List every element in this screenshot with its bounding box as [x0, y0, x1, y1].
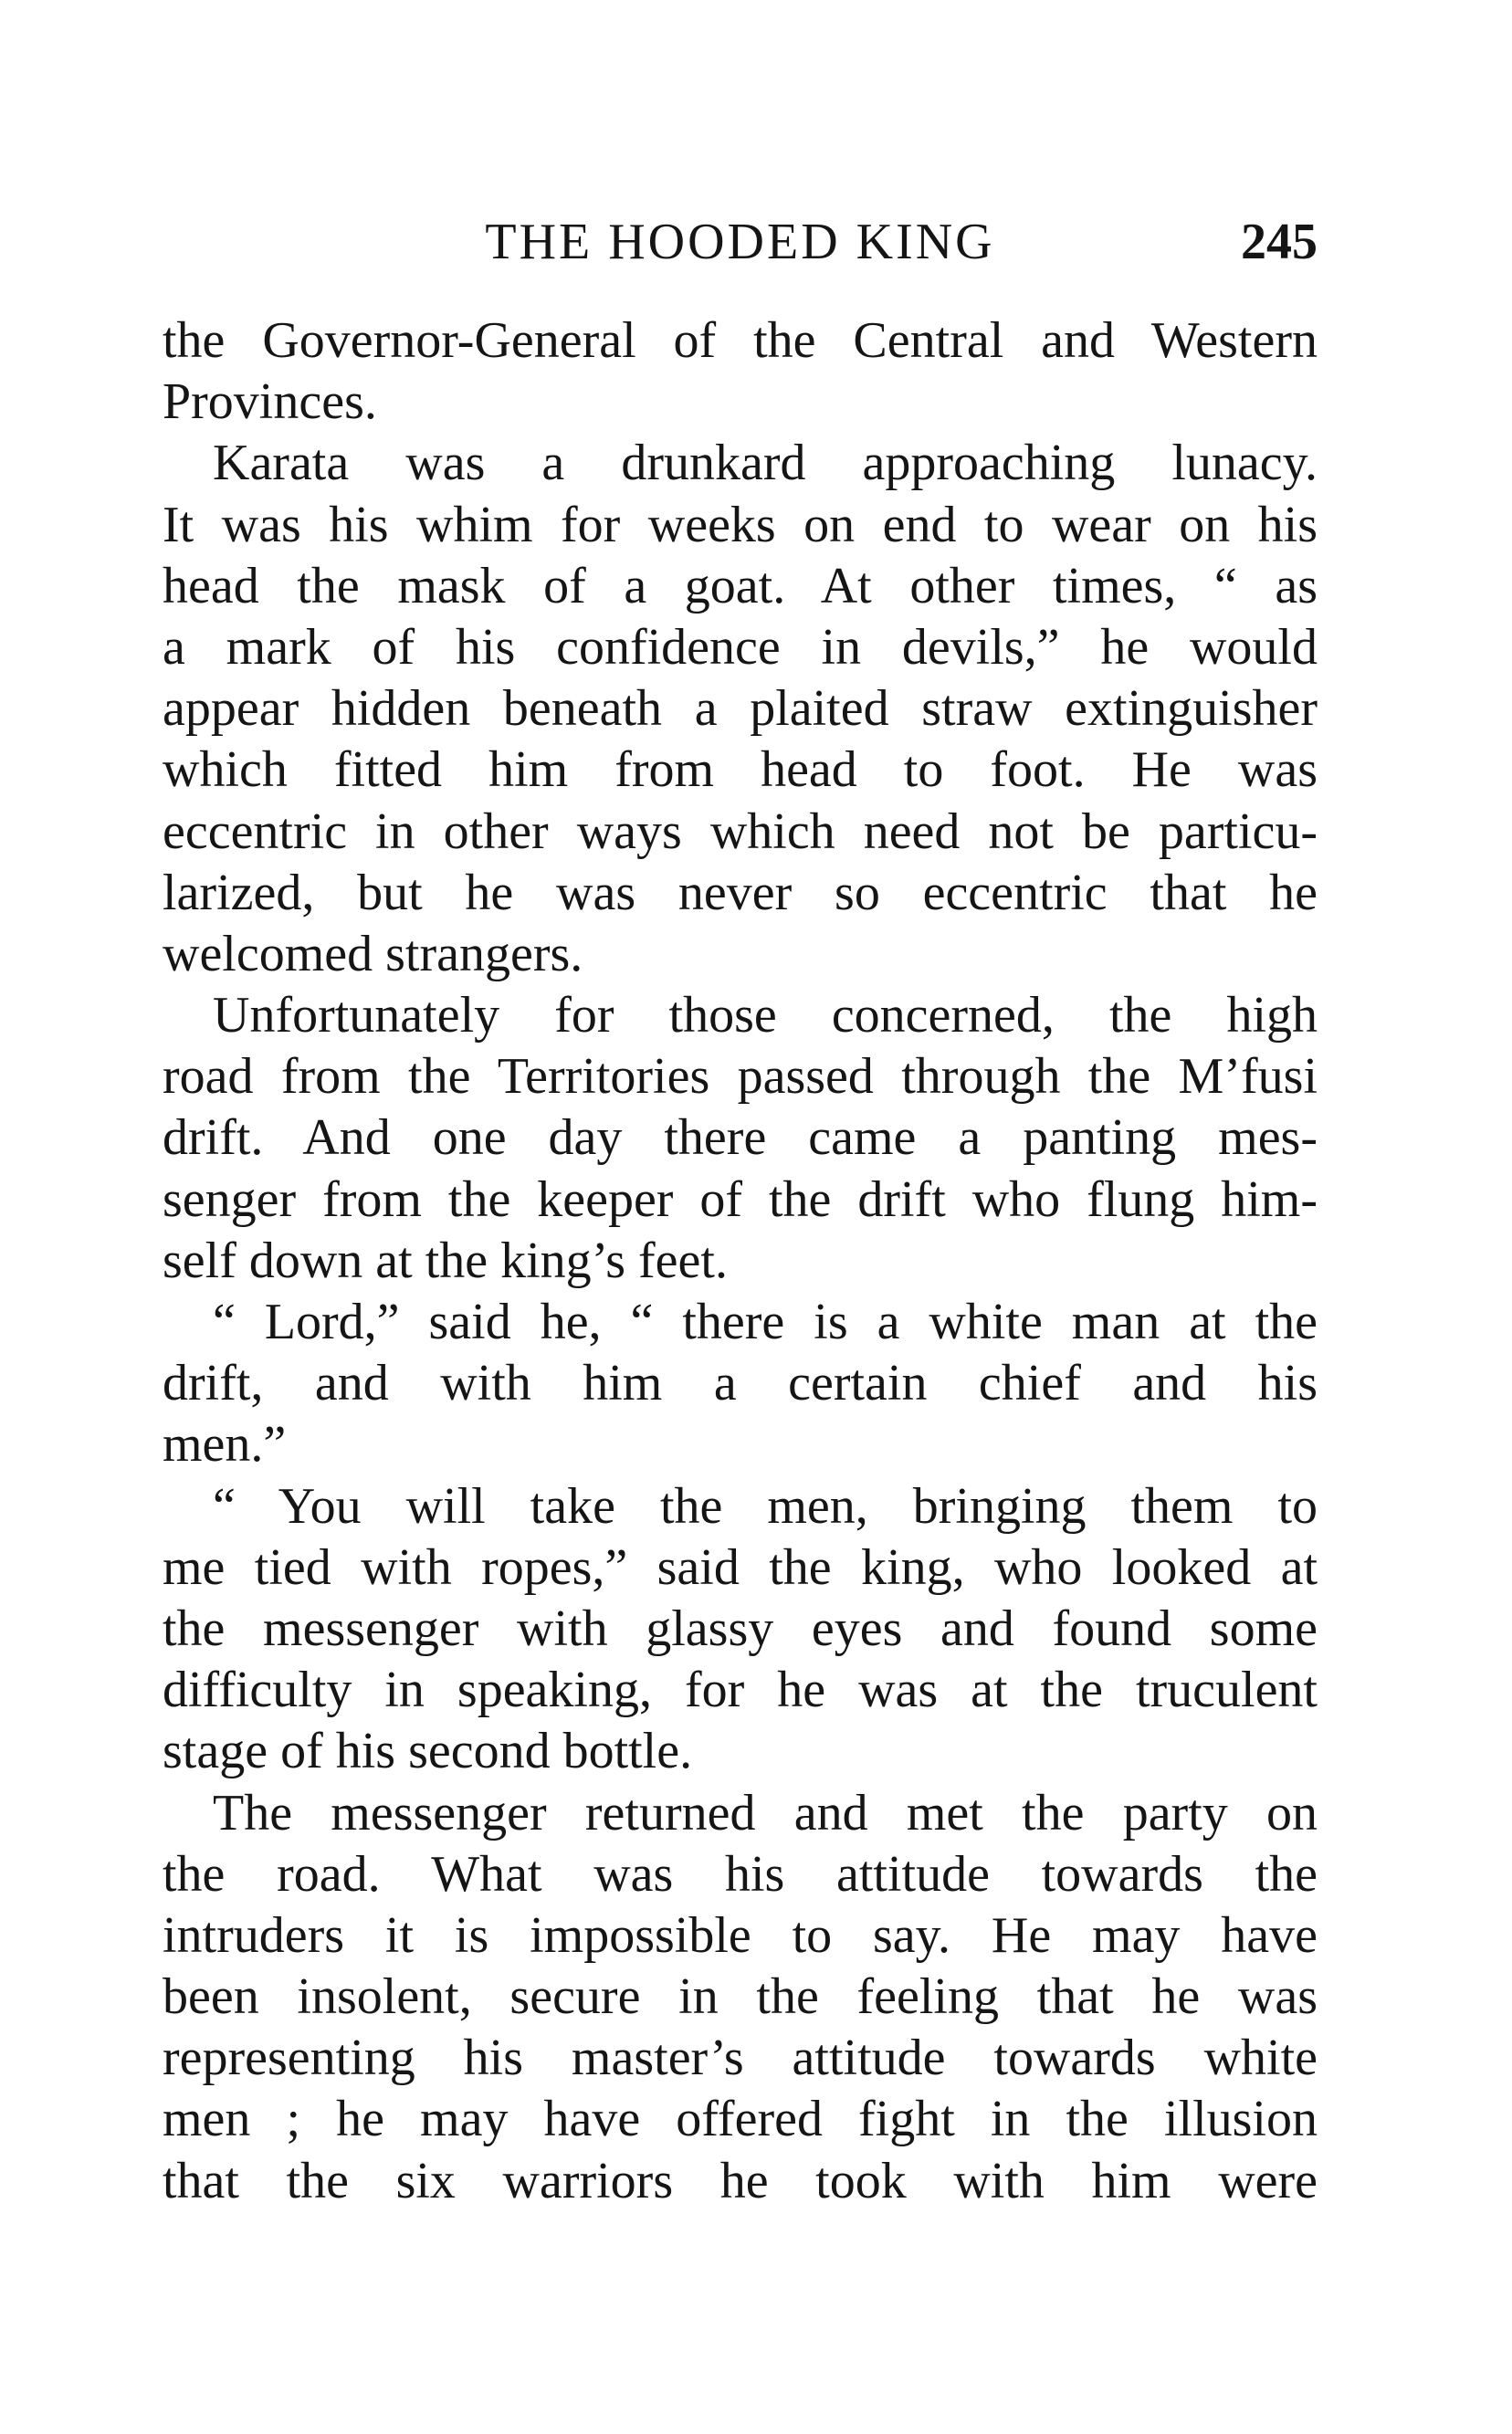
- text-line: head the mask of a goat. At other times, “ as: [163, 557, 1318, 614]
- text-line: representing his master’s attitude towards white: [163, 2030, 1318, 2087]
- text-line: men.”: [163, 1416, 287, 1474]
- text-line: that the six warriors he took with him were: [163, 2152, 1318, 2209]
- text-line: difficulty in speaking, for he was at the truculent: [163, 1662, 1318, 1719]
- text-line: It was his whim for weeks on end to wear on his: [163, 496, 1318, 553]
- text-line: “ You will take the men, bringing them to: [213, 1477, 1318, 1535]
- text-line: me tied with ropes,” said the king, who looked at: [163, 1538, 1318, 1596]
- page-number: 245: [1241, 214, 1318, 270]
- text-line: appear hidden beneath a plaited straw extinguisher: [163, 680, 1318, 738]
- text-line: larized, but he was never so eccentric that he: [163, 864, 1318, 921]
- text-line: been insolent, secure in the feeling that he was: [163, 1968, 1318, 2026]
- text-line: intruders it is impossible to say. He may have: [163, 1906, 1318, 1964]
- text-line: the road. What was his attitude towards the: [163, 1845, 1318, 1903]
- text-line: road from the Territories passed through the M’fusi: [163, 1048, 1318, 1106]
- text-line: “ Lord,” said he, “ there is a white man at the: [213, 1294, 1318, 1350]
- running-title: THE HOODED KING: [485, 214, 995, 270]
- text-line: stage of his second bottle.: [163, 1723, 693, 1780]
- text-line: men ; he may have offered fight in the illusion: [163, 2091, 1318, 2148]
- text-line: welcomed strangers.: [163, 925, 583, 982]
- text-line: which fitted him from head to foot. He was: [163, 741, 1318, 799]
- text-line: eccentric in other ways which need not be particu-: [163, 803, 1318, 860]
- text-line: the messenger with glassy eyes and found some: [163, 1600, 1318, 1657]
- text-line: the Governor-General of the Central and Western: [163, 312, 1318, 369]
- text-line: a mark of his confidence in devils,” he would: [163, 618, 1318, 676]
- body-text: [163, 310, 1318, 2212]
- text-line: Karata was a drunkard approaching lunacy.: [213, 435, 1318, 492]
- text-line: Provinces.: [163, 373, 377, 431]
- text-line: The messenger returned and met the party on: [213, 1784, 1318, 1841]
- running-head: [163, 205, 1318, 278]
- text-line: Unfortunately for those concerned, the high: [213, 987, 1318, 1044]
- text-line: drift, and with him a certain chief and his: [163, 1355, 1318, 1412]
- text-line: senger from the keeper of the drift who flung him-: [163, 1170, 1318, 1228]
- text-line: drift. And one day there came a panting mes-: [163, 1109, 1318, 1167]
- text-line: self down at the king’s feet.: [163, 1232, 728, 1289]
